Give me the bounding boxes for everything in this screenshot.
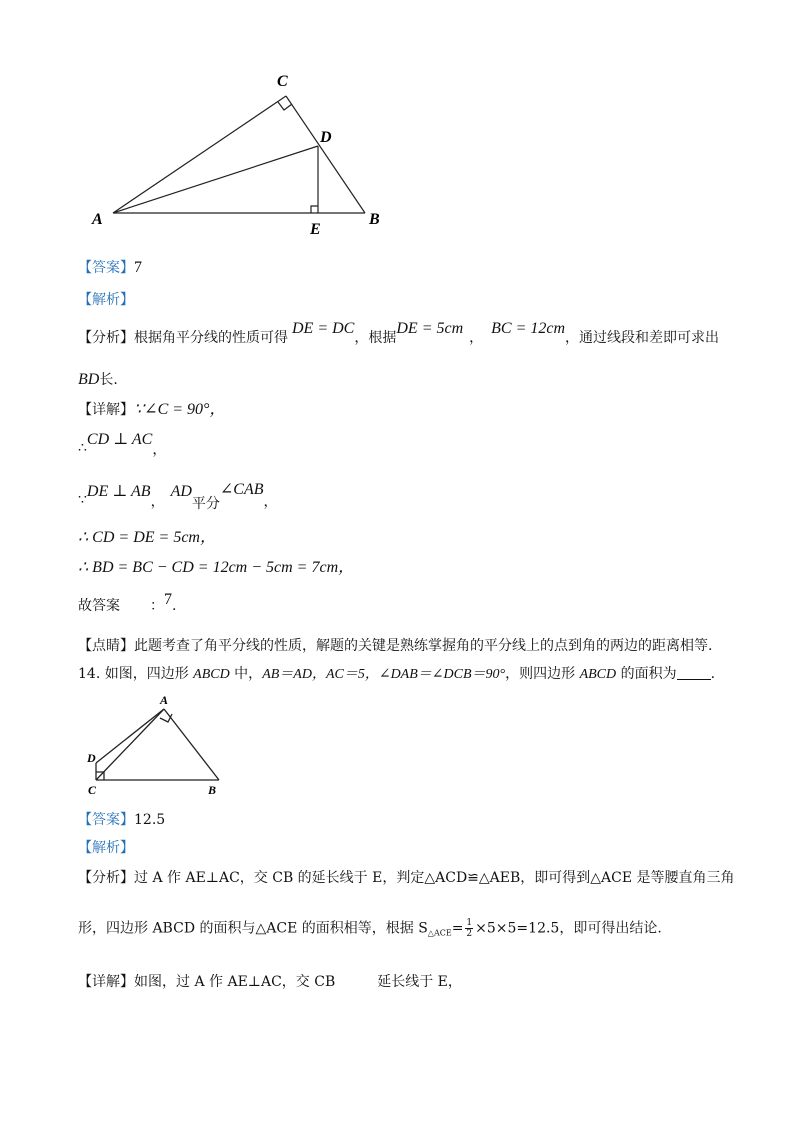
q13-detail-line4 xyxy=(78,528,216,548)
q14-stem-mid3: 的面积为 xyxy=(616,666,677,682)
right-angle-mark-e xyxy=(311,206,318,213)
q14-stem-line xyxy=(78,664,715,685)
q13-detail-line3-m1: DE ⊥ AB xyxy=(86,483,151,500)
q14-detail-text2: 延长线于 E， xyxy=(377,974,462,990)
label-e: E xyxy=(310,221,321,238)
fig2-label-a: A xyxy=(160,693,169,707)
fig2-label-c: C xyxy=(88,783,97,797)
q14-fenxi-line2 xyxy=(78,918,662,944)
q13-answer-label: 【答案】 xyxy=(78,260,134,276)
q14-analysis-label: 【解析】 xyxy=(78,840,134,856)
q13-conclusion-value: 7 xyxy=(164,591,172,608)
q13-conclusion-end: . xyxy=(172,598,177,614)
q13-fenxi-text4: ，通过线段和差即可求出 xyxy=(565,330,720,346)
right-angle-mark-a xyxy=(160,714,172,722)
q13-fenxi-m3: BC = 12cm xyxy=(491,320,566,337)
q13-comment-label: 【点睛】 xyxy=(78,638,134,654)
q13-detail-line3-end: ， xyxy=(263,494,278,510)
q13-comment-text: 此题考查了角平分线的性质，解题的关键是熟练掌握角的平分线上的点到角的两边的距离相等. xyxy=(134,638,713,654)
triangle-figure-1 xyxy=(80,66,400,241)
q13-detail-line3 xyxy=(78,481,278,512)
q13-fenxi-text1: 根据角平分线的性质可得 xyxy=(134,330,288,346)
q14-stem-m2: AB＝AD，AC＝5，∠DAB＝∠DCB＝90° xyxy=(262,667,506,682)
label-c: C xyxy=(277,73,288,90)
fig2-label-d: D xyxy=(87,751,96,765)
q13-conclusion-line xyxy=(78,591,177,616)
segment-ac-2 xyxy=(96,709,164,780)
segment-ad xyxy=(113,146,318,213)
q14-stem-mid2: ，则四边形 xyxy=(505,666,580,682)
fig2-label-b: B xyxy=(208,783,217,797)
q13-detail-line5 xyxy=(78,558,354,578)
q13-fenxi-line xyxy=(78,320,720,348)
q13-analysis-label: 【解析】 xyxy=(78,292,134,308)
q13-detail-line3-m2: AD xyxy=(170,483,192,500)
q13-detail-label: 【详解】 xyxy=(78,402,134,418)
q14-fenxi-line1 xyxy=(78,868,735,888)
segment-ad-2 xyxy=(96,709,164,763)
q13-analysis-line xyxy=(78,290,134,310)
q14-answer-label: 【答案】 xyxy=(78,812,134,828)
q13-fenxi-line2 xyxy=(78,370,118,390)
q14-fenxi-text2a: 形，四边形 ABCD 的面积与△ACE 的面积相等，根据 S xyxy=(78,920,428,937)
segment-ac xyxy=(113,96,286,213)
triangle-figure-1-svg xyxy=(80,66,400,241)
q13-fenxi-text5: 长. xyxy=(99,372,118,388)
fraction-numerator: 1 xyxy=(466,918,473,928)
q13-detail-line3-m3: ∠CAB xyxy=(219,481,264,498)
q13-detail-line2-math: CD ⊥ AC xyxy=(86,431,153,448)
q14-stem-end: . xyxy=(710,666,716,682)
q13-comment-line xyxy=(78,636,712,656)
q13-fenxi-m1: DE = DC xyxy=(292,320,355,337)
q14-stem-mid1: 中， xyxy=(229,666,263,682)
quadrilateral-figure-2-svg xyxy=(80,690,230,800)
q14-answer-line xyxy=(78,810,165,830)
right-angle-mark-c xyxy=(278,102,292,110)
q13-detail-text1: ∵∠C = 90°， xyxy=(134,401,226,418)
segment-ab-2 xyxy=(164,709,219,780)
q13-fenxi-label: 【分析】 xyxy=(78,330,134,346)
q13-answer-value: 7 xyxy=(134,259,142,276)
q13-fenxi-m4: BD xyxy=(78,371,100,388)
q13-detail-line2-sym: ∴ xyxy=(78,440,87,456)
q14-fenxi-label: 【分析】 xyxy=(78,870,134,886)
q14-analysis-line xyxy=(78,838,134,858)
q13-detail-line3-text: 平分 xyxy=(191,496,220,512)
q14-fenxi-sub: △ACE xyxy=(427,928,452,938)
segment-cb xyxy=(286,96,365,213)
q13-detail-line2-end: ， xyxy=(152,442,167,458)
q13-fenxi-text3: ， xyxy=(469,330,484,346)
label-a: A xyxy=(92,211,103,228)
q13-detail-line4-math: ∴ CD = DE = 5cm， xyxy=(78,529,216,546)
q13-detail-line1 xyxy=(78,400,225,420)
q14-fenxi-eq: = xyxy=(451,920,464,937)
q13-detail-line3-sep: ， xyxy=(150,494,165,510)
label-b: B xyxy=(369,211,380,228)
q14-fenxi-text2b: ×5×5=12.5，即可得出结论. xyxy=(475,920,662,937)
q13-detail-line3-sym: ∵ xyxy=(78,492,87,508)
q13-detail-line2 xyxy=(78,430,167,458)
q13-fenxi-text2: ，根据 xyxy=(354,330,397,346)
q14-detail-label: 【详解】 xyxy=(78,974,134,990)
q13-conclusion-sep: ： xyxy=(150,598,164,614)
q14-answer-value: 12.5 xyxy=(134,812,166,828)
q14-detail-line xyxy=(78,972,462,992)
q14-detail-text1: 如图，过 A 作 AE⊥AC，交 CB xyxy=(134,974,336,990)
quadrilateral-figure-2 xyxy=(80,690,230,800)
q13-answer-line xyxy=(78,258,142,278)
q14-answer-blank xyxy=(677,665,711,680)
fraction-denominator: 2 xyxy=(466,929,473,939)
q13-conclusion-text: 故答案 xyxy=(78,598,120,614)
q13-detail-line5-math: ∴ BD = BC − CD = 12cm − 5cm = 7cm， xyxy=(78,559,355,576)
label-d: D xyxy=(320,129,332,146)
q14-fenxi-text1: 过 A 作 AE⊥AC，交 CB 的延长线于 E，判定△ACD≌△AEB，即可得到△ACE 是等腰直角三角 xyxy=(134,870,735,886)
q14-stem-m3: ABCD xyxy=(579,667,617,682)
q14-fenxi-fraction xyxy=(465,918,473,939)
q14-stem-pre: 14. 如图，四边形 xyxy=(78,666,194,682)
q14-stem-m1: ABCD xyxy=(193,667,230,682)
q13-fenxi-m2: DE = 5cm xyxy=(396,320,464,337)
